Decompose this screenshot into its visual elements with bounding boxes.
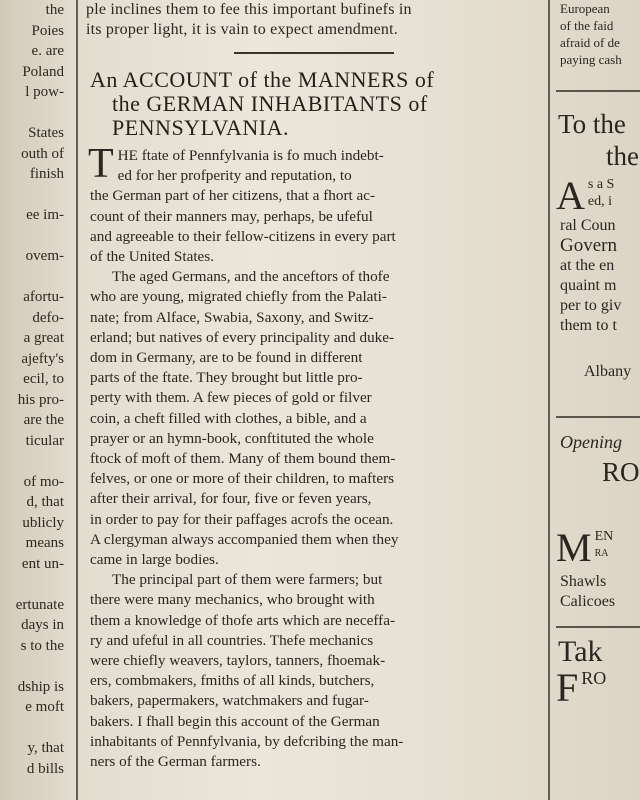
text-line: RA xyxy=(594,548,609,559)
left-column-fragments xyxy=(0,0,70,800)
drop-cap: T xyxy=(88,141,114,187)
column-divider xyxy=(556,90,640,92)
text-fragment xyxy=(0,226,70,247)
text-line: paying cash xyxy=(560,52,622,67)
text-line: were chiefly weavers, taylors, tanners, fhoemak- xyxy=(90,652,386,670)
article-separator xyxy=(234,52,394,54)
text-calicoes: Calicoes xyxy=(560,593,616,610)
text-line: perty with them. A few pieces of gold or filver xyxy=(90,389,372,407)
column-divider xyxy=(556,416,640,418)
text-fragment: e. are xyxy=(31,43,64,59)
article-column xyxy=(86,0,542,800)
signature-albany: Albany xyxy=(584,363,632,380)
article-headline xyxy=(90,68,542,140)
text-line: count of their manners may, perhaps, be ufeful xyxy=(90,207,373,225)
text-fragment: means xyxy=(25,535,64,551)
drop-cap: F xyxy=(556,665,579,710)
text-fragment xyxy=(0,267,70,288)
fro-block xyxy=(556,665,640,710)
text-fragment: ee im- xyxy=(26,207,64,223)
text-line: The aged Germans, and the anceftors of thofe xyxy=(112,268,390,286)
column-divider xyxy=(556,626,640,628)
text-fragment: ertunate xyxy=(15,596,64,613)
drop-cap: A xyxy=(556,173,585,218)
text-fragment: e moft xyxy=(25,699,64,715)
text-fragment xyxy=(0,103,70,124)
right-column-fragments xyxy=(556,0,640,800)
text-fragment: d bills xyxy=(26,760,64,777)
text-fragment: finish xyxy=(29,166,64,182)
text-line: parts of the ftate. They brought but little pro- xyxy=(90,369,363,387)
text-line: erland; but natives of every principality and duke- xyxy=(90,328,395,346)
text-fragment xyxy=(0,574,70,595)
drop-cap: M xyxy=(556,525,592,570)
text-line: inhabitants of Pennfylvania, by defcribing the man- xyxy=(90,732,404,750)
text-shawls: Shawls xyxy=(560,573,607,590)
text-fragment: y, that xyxy=(27,740,64,756)
text-line: ers, combmakers, fmiths of all kinds, butchers, xyxy=(90,672,375,690)
text-line: ftock of moft of them. Many of them bound them- xyxy=(90,450,396,468)
text-line: prayer or an hymn-book, conftituted the whole xyxy=(90,429,374,447)
text-fragment: ent un- xyxy=(21,555,64,572)
text-line: A clergyman always accompanied them when they xyxy=(90,530,399,548)
text-line: came in large bodies. xyxy=(90,551,219,569)
text-line: quaint m xyxy=(560,277,617,294)
text-fragment: days in xyxy=(21,617,64,633)
text-line: felves, or one or more of their children, to mafters xyxy=(90,470,395,488)
paragraph-migration xyxy=(90,267,536,570)
text-fro: RO xyxy=(581,668,607,688)
text-fragment: States xyxy=(28,125,64,141)
text-line: afraid of de xyxy=(560,35,620,50)
headline-line: PENNSYLVANIA. xyxy=(112,115,290,140)
heading-to-the: To the xyxy=(558,109,626,139)
text-line: of the United States. xyxy=(90,248,215,266)
column-rule-left xyxy=(76,0,78,800)
text-fragment: are the xyxy=(23,412,64,428)
text-fragment: the xyxy=(45,2,64,18)
text-fragment xyxy=(0,656,70,677)
notice-block xyxy=(556,173,640,336)
text-line: there were many mechanics, who brought with xyxy=(90,591,375,609)
text-line: dom in Germany, are to be found in different xyxy=(90,349,363,367)
text-fragment xyxy=(0,185,70,206)
paragraph-occupations xyxy=(90,570,536,772)
heading-tak: Tak xyxy=(558,635,603,668)
paragraph-intro xyxy=(88,141,536,267)
text-fragment: s to the xyxy=(20,637,64,654)
text-fragment: afortu- xyxy=(23,289,64,305)
column-rule-right xyxy=(548,0,550,800)
headline-line: An ACCOUNT of the MANNERS of xyxy=(90,67,435,92)
text-fragment: a great xyxy=(23,330,64,346)
text-line: nate; from Alface, Swabia, Saxony, and Switz- xyxy=(90,308,374,326)
text-line: them a knowledge of thofe arts which are neceffa- xyxy=(90,611,396,629)
text-line: ed, i xyxy=(587,194,612,209)
text-fragment: dship is xyxy=(17,678,64,695)
text-line: ral Coun xyxy=(560,217,616,234)
text-line: HE ftate of Pennfylvania is fo much indebt- xyxy=(117,147,384,164)
text-fragment: outh of xyxy=(21,145,64,162)
text-line: bakers, papermakers, watchmakers and fugar- xyxy=(90,692,369,710)
text-line: coin, a cheft filled with clothes, a bible, and a xyxy=(90,409,367,427)
text-fragment: ovem- xyxy=(25,248,64,264)
text-line: EN xyxy=(594,529,614,544)
text-line: the German part of her citizens, that a fhort ac- xyxy=(90,187,376,205)
text-line: them to t xyxy=(560,317,617,334)
text-fragment: defo- xyxy=(32,309,64,326)
text-line: ple inclines them to fee this important bufinefs in xyxy=(86,1,412,18)
text-fragment: l pow- xyxy=(25,84,64,100)
text-line: and agreeable to their fellow-citizens in every part xyxy=(90,227,396,245)
text-fragment: ticular xyxy=(25,432,64,449)
text-line: ry and ufeful in all countries. Thefe mechanics xyxy=(90,631,374,649)
text-fragment: of mo- xyxy=(23,473,64,490)
text-line: The principal part of them were farmers; but xyxy=(112,571,383,589)
text-fragment: d, that xyxy=(26,494,64,510)
text-line: bakers. I fhall begin this account of the German xyxy=(90,712,380,730)
heading-the: the xyxy=(606,141,639,171)
previous-article-end xyxy=(86,0,542,40)
text-line: in order to pay for their paffages acrofs the ocean. xyxy=(90,510,394,528)
text-line: per to giv xyxy=(560,297,622,314)
text-fragment: Poies xyxy=(31,22,64,39)
text-line: ners of the German farmers. xyxy=(90,753,261,771)
text-fragment: his pro- xyxy=(17,391,64,408)
text-line: ed for her profperity and reputation, to xyxy=(117,167,352,185)
text-fragment: Poland xyxy=(22,63,64,80)
text-fragment xyxy=(0,718,70,739)
text-fragment: ajefty's xyxy=(21,350,64,367)
headline-line: the GERMAN INHABITANTS of xyxy=(112,91,428,116)
text-line: European xyxy=(560,1,610,16)
text-line: after their arrival, for four, five or feven years, xyxy=(90,490,372,508)
men-block xyxy=(556,525,640,570)
heading-ro: RO xyxy=(602,457,640,487)
text-line: at the en xyxy=(560,257,615,274)
text-line: Govern xyxy=(560,235,617,256)
text-line: its proper light, it is vain to expect amendment. xyxy=(86,21,398,38)
text-line: s a S xyxy=(587,177,615,192)
text-line: of the faid xyxy=(560,18,614,33)
text-fragment: ecil, to xyxy=(23,371,64,387)
heading-opening: Opening xyxy=(560,432,622,452)
text-line: who are young, migrated chiefly from the Palati- xyxy=(90,288,387,306)
text-fragment xyxy=(0,451,70,472)
text-fragment: ublicly xyxy=(22,514,64,531)
